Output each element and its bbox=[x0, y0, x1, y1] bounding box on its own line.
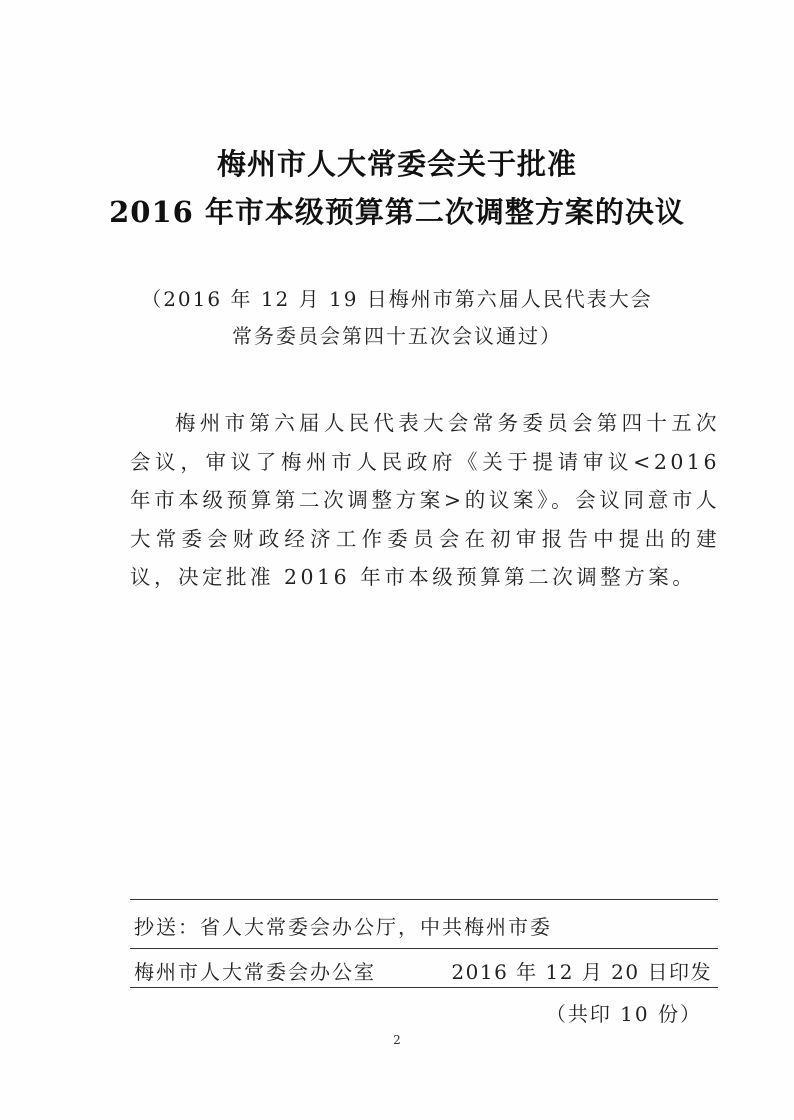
resolution-body: 梅州市第六届人民代表大会常务委员会第四十五次会议，审议了梅州市人民政府《关于提请审议<2016 年市本级预算第二次调整方案>的议案》。会议同意市人大常委会财政经济工作委员会在初审报告中提出的建议，决定批准 2016 年市本级预算第二次调整方案。 bbox=[130, 411, 720, 589]
adoption-note-line-1: （2016 年 12 月 19 日梅州市第六届人民代表大会 bbox=[141, 287, 653, 311]
footer-middle-divider bbox=[130, 948, 718, 949]
footer-top-divider bbox=[130, 899, 718, 900]
document-title-line-1: 梅州市人大常委会关于批准 bbox=[216, 147, 577, 181]
footer-bottom-divider bbox=[130, 987, 718, 988]
page-number: 2 bbox=[393, 1033, 401, 1047]
carbon-copy-line: 抄送：省人大常委会办公厅，中共梅州市委 bbox=[134, 915, 552, 939]
adoption-note-line-2: 常务委员会第四十五次会议通过） bbox=[232, 324, 562, 348]
issue-date: 2016 年 12 月 20 日印发 bbox=[451, 960, 712, 984]
issuing-office: 梅州市人大常委会办公室 bbox=[134, 960, 376, 984]
print-copies-note: （共印 10 份） bbox=[545, 1002, 702, 1026]
document-title-line-2: 2016 年市本级预算第二次调整方案的决议 bbox=[109, 195, 685, 229]
